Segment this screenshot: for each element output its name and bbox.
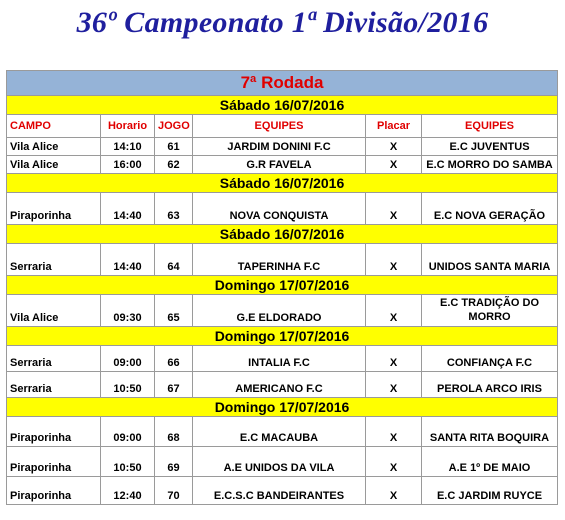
column-header-horario: Horario: [101, 115, 155, 138]
page-title: 36º Campeonato 1ª Divisão/2016: [76, 6, 489, 39]
cell-jogo: 69: [155, 447, 193, 477]
column-header-row: [7, 115, 558, 138]
cell-placar: X: [366, 477, 422, 505]
day-header: Sábado 16/07/2016: [7, 225, 558, 244]
cell-placar: X: [366, 156, 422, 174]
cell-campo: Piraporinha: [7, 417, 101, 447]
cell-away-team: E.C NOVA GERAÇÃO: [422, 193, 558, 225]
cell-jogo: 68: [155, 417, 193, 447]
cell-away-team: E.C TRADIÇÃO DO MORRO: [422, 295, 558, 327]
table-row: [7, 372, 558, 398]
round-row: [7, 71, 558, 96]
cell-jogo: 66: [155, 346, 193, 372]
cell-placar: X: [366, 244, 422, 276]
cell-campo: Piraporinha: [7, 447, 101, 477]
day-header: Sábado 16/07/2016: [7, 96, 558, 115]
cell-placar: X: [366, 447, 422, 477]
cell-campo: Serraria: [7, 244, 101, 276]
cell-home-team: TAPERINHA F.C: [193, 244, 366, 276]
cell-jogo: 64: [155, 244, 193, 276]
cell-campo: Serraria: [7, 372, 101, 398]
cell-horario: 10:50: [101, 372, 155, 398]
day-header-row: [7, 398, 558, 417]
cell-campo: Vila Alice: [7, 295, 101, 327]
column-header-campo: CAMPO: [7, 115, 101, 138]
cell-home-team: JARDIM DONINI F.C: [193, 138, 366, 156]
cell-horario: 10:50: [101, 447, 155, 477]
schedule-table: [6, 70, 558, 505]
cell-home-team: INTALIA F.C: [193, 346, 366, 372]
cell-away-team: SANTA RITA BOQUIRA: [422, 417, 558, 447]
day-header: Domingo 17/07/2016: [7, 398, 558, 417]
cell-home-team: AMERICANO F.C: [193, 372, 366, 398]
column-header-equipes-away: EQUIPES: [422, 115, 558, 138]
cell-campo: Serraria: [7, 346, 101, 372]
table-row: [7, 346, 558, 372]
cell-horario: 14:40: [101, 244, 155, 276]
day-header: Domingo 17/07/2016: [7, 327, 558, 346]
cell-horario: 09:00: [101, 417, 155, 447]
day-header: Sábado 16/07/2016: [7, 174, 558, 193]
table-row: [7, 156, 558, 174]
day-header-row: [7, 327, 558, 346]
cell-home-team: E.C MACAUBA: [193, 417, 366, 447]
cell-jogo: 62: [155, 156, 193, 174]
column-header-placar: Placar: [366, 115, 422, 138]
cell-home-team: G.E ELDORADO: [193, 295, 366, 327]
cell-away-team: CONFIANÇA F.C: [422, 346, 558, 372]
day-header-row: [7, 174, 558, 193]
cell-horario: 16:00: [101, 156, 155, 174]
table-row: [7, 138, 558, 156]
table-row: [7, 244, 558, 276]
cell-home-team: E.C.S.C BANDEIRANTES: [193, 477, 366, 505]
cell-horario: 12:40: [101, 477, 155, 505]
day-header-row: [7, 276, 558, 295]
cell-jogo: 65: [155, 295, 193, 327]
cell-placar: X: [366, 295, 422, 327]
cell-campo: Piraporinha: [7, 477, 101, 505]
table-row: [7, 447, 558, 477]
cell-jogo: 67: [155, 372, 193, 398]
cell-horario: 14:10: [101, 138, 155, 156]
day-header-row: [7, 225, 558, 244]
cell-away-team: E.C JARDIM RUYCE: [422, 477, 558, 505]
column-header-equipes-home: EQUIPES: [193, 115, 366, 138]
cell-placar: X: [366, 138, 422, 156]
cell-campo: Vila Alice: [7, 138, 101, 156]
cell-campo: Piraporinha: [7, 193, 101, 225]
cell-horario: 14:40: [101, 193, 155, 225]
cell-home-team: G.R FAVELA: [193, 156, 366, 174]
cell-placar: X: [366, 193, 422, 225]
cell-campo: Vila Alice: [7, 156, 101, 174]
day-header: Domingo 17/07/2016: [7, 276, 558, 295]
table-row: [7, 417, 558, 447]
cell-away-team: UNIDOS SANTA MARIA: [422, 244, 558, 276]
cell-horario: 09:30: [101, 295, 155, 327]
cell-jogo: 70: [155, 477, 193, 505]
table-row: [7, 477, 558, 505]
cell-placar: X: [366, 417, 422, 447]
cell-home-team: A.E UNIDOS DA VILA: [193, 447, 366, 477]
cell-placar: X: [366, 372, 422, 398]
table-row: [7, 295, 558, 327]
table-row: [7, 193, 558, 225]
cell-jogo: 61: [155, 138, 193, 156]
cell-jogo: 63: [155, 193, 193, 225]
cell-away-team: E.C MORRO DO SAMBA: [422, 156, 558, 174]
cell-horario: 09:00: [101, 346, 155, 372]
cell-away-team: E.C JUVENTUS: [422, 138, 558, 156]
round-title: 7ª Rodada: [7, 71, 558, 96]
cell-placar: X: [366, 346, 422, 372]
cell-home-team: NOVA CONQUISTA: [193, 193, 366, 225]
cell-away-team: PEROLA ARCO IRIS: [422, 372, 558, 398]
day-header-row: [7, 96, 558, 115]
cell-away-team: A.E 1º DE MAIO: [422, 447, 558, 477]
column-header-jogo: JOGO: [155, 115, 193, 138]
